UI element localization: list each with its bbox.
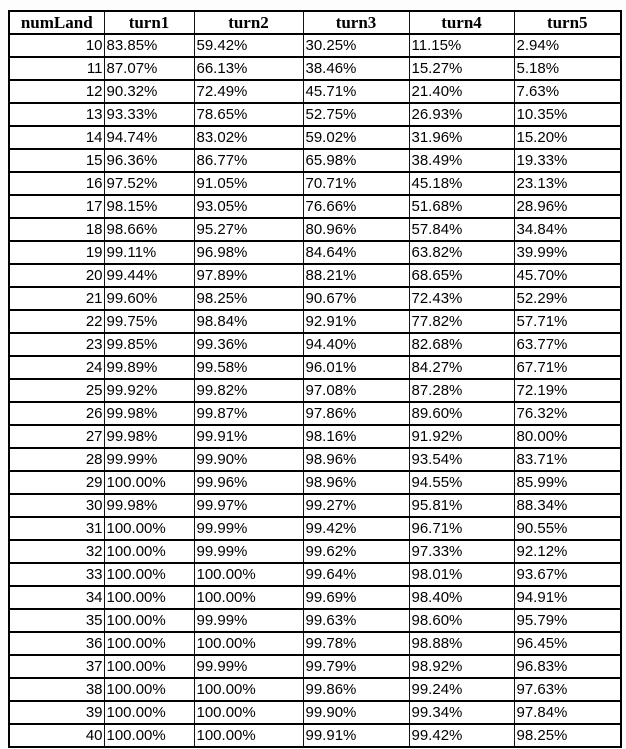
turn4-cell: 99.34% bbox=[409, 701, 514, 724]
turn1-cell: 100.00% bbox=[104, 517, 194, 540]
turn1-cell: 100.00% bbox=[104, 632, 194, 655]
turn3-cell: 59.02% bbox=[303, 126, 409, 149]
turn5-cell: 52.29% bbox=[514, 287, 621, 310]
numland-cell: 17 bbox=[9, 195, 104, 218]
table-row bbox=[9, 701, 621, 724]
table-row bbox=[9, 724, 621, 747]
turn3-cell: 99.27% bbox=[303, 494, 409, 517]
numland-cell: 14 bbox=[9, 126, 104, 149]
turn2-cell: 99.82% bbox=[194, 379, 303, 402]
turn5-cell: 23.13% bbox=[514, 172, 621, 195]
turn5-cell: 96.45% bbox=[514, 632, 621, 655]
turn2-cell: 83.02% bbox=[194, 126, 303, 149]
turn3-cell: 38.46% bbox=[303, 57, 409, 80]
turn4-cell: 31.96% bbox=[409, 126, 514, 149]
turn3-cell: 98.96% bbox=[303, 471, 409, 494]
turn5-cell: 93.67% bbox=[514, 563, 621, 586]
turn3-cell: 99.42% bbox=[303, 517, 409, 540]
turn3-cell: 96.01% bbox=[303, 356, 409, 379]
turn1-cell: 99.92% bbox=[104, 379, 194, 402]
turn3-cell: 52.75% bbox=[303, 103, 409, 126]
column-header-turn3: turn3 bbox=[303, 11, 409, 34]
numland-cell: 40 bbox=[9, 724, 104, 747]
turn5-cell: 5.18% bbox=[514, 57, 621, 80]
turn2-cell: 99.36% bbox=[194, 333, 303, 356]
turn2-cell: 96.98% bbox=[194, 241, 303, 264]
turn1-cell: 99.98% bbox=[104, 494, 194, 517]
turn4-cell: 98.88% bbox=[409, 632, 514, 655]
turn3-cell: 90.67% bbox=[303, 287, 409, 310]
table-row bbox=[9, 287, 621, 310]
turn3-cell: 84.64% bbox=[303, 241, 409, 264]
turn3-cell: 98.16% bbox=[303, 425, 409, 448]
turn3-cell: 99.62% bbox=[303, 540, 409, 563]
numland-cell: 30 bbox=[9, 494, 104, 517]
turn4-cell: 57.84% bbox=[409, 218, 514, 241]
turn4-cell: 91.92% bbox=[409, 425, 514, 448]
turn4-cell: 98.01% bbox=[409, 563, 514, 586]
numland-cell: 20 bbox=[9, 264, 104, 287]
turn5-cell: 98.25% bbox=[514, 724, 621, 747]
turn4-cell: 77.82% bbox=[409, 310, 514, 333]
turn2-cell: 99.99% bbox=[194, 517, 303, 540]
turn1-cell: 100.00% bbox=[104, 724, 194, 747]
turn4-cell: 95.81% bbox=[409, 494, 514, 517]
turn1-cell: 100.00% bbox=[104, 586, 194, 609]
column-header-turn2: turn2 bbox=[194, 11, 303, 34]
turn5-cell: 88.34% bbox=[514, 494, 621, 517]
turn2-cell: 99.99% bbox=[194, 540, 303, 563]
table-header-row bbox=[9, 11, 621, 34]
turn4-cell: 21.40% bbox=[409, 80, 514, 103]
turn2-cell: 78.65% bbox=[194, 103, 303, 126]
turn5-cell: 72.19% bbox=[514, 379, 621, 402]
turn3-cell: 30.25% bbox=[303, 34, 409, 57]
turn5-cell: 92.12% bbox=[514, 540, 621, 563]
turn2-cell: 99.87% bbox=[194, 402, 303, 425]
turn2-cell: 99.99% bbox=[194, 609, 303, 632]
turn2-cell: 86.77% bbox=[194, 149, 303, 172]
numland-cell: 24 bbox=[9, 356, 104, 379]
turn1-cell: 100.00% bbox=[104, 471, 194, 494]
turn3-cell: 45.71% bbox=[303, 80, 409, 103]
turn2-cell: 100.00% bbox=[194, 632, 303, 655]
turn4-cell: 89.60% bbox=[409, 402, 514, 425]
turn2-cell: 99.58% bbox=[194, 356, 303, 379]
turn4-cell: 98.92% bbox=[409, 655, 514, 678]
turn2-cell: 99.91% bbox=[194, 425, 303, 448]
turn3-cell: 76.66% bbox=[303, 195, 409, 218]
turn1-cell: 83.85% bbox=[104, 34, 194, 57]
table-row bbox=[9, 356, 621, 379]
turn3-cell: 99.78% bbox=[303, 632, 409, 655]
table-row bbox=[9, 471, 621, 494]
turn1-cell: 99.44% bbox=[104, 264, 194, 287]
numland-cell: 33 bbox=[9, 563, 104, 586]
table-row bbox=[9, 241, 621, 264]
numland-cell: 39 bbox=[9, 701, 104, 724]
column-header-turn5: turn5 bbox=[514, 11, 621, 34]
numland-cell: 29 bbox=[9, 471, 104, 494]
turn1-cell: 99.98% bbox=[104, 402, 194, 425]
table-row bbox=[9, 34, 621, 57]
turn3-cell: 70.71% bbox=[303, 172, 409, 195]
turn5-cell: 34.84% bbox=[514, 218, 621, 241]
table-row bbox=[9, 517, 621, 540]
numland-cell: 25 bbox=[9, 379, 104, 402]
turn1-cell: 96.36% bbox=[104, 149, 194, 172]
turn4-cell: 26.93% bbox=[409, 103, 514, 126]
turn3-cell: 94.40% bbox=[303, 333, 409, 356]
turn4-cell: 98.60% bbox=[409, 609, 514, 632]
turn2-cell: 100.00% bbox=[194, 701, 303, 724]
numland-cell: 22 bbox=[9, 310, 104, 333]
table-row bbox=[9, 448, 621, 471]
turn3-cell: 88.21% bbox=[303, 264, 409, 287]
turn1-cell: 99.75% bbox=[104, 310, 194, 333]
table-row bbox=[9, 57, 621, 80]
table-row bbox=[9, 655, 621, 678]
turn5-cell: 83.71% bbox=[514, 448, 621, 471]
turn3-cell: 99.90% bbox=[303, 701, 409, 724]
turn4-cell: 93.54% bbox=[409, 448, 514, 471]
turn2-cell: 66.13% bbox=[194, 57, 303, 80]
numland-cell: 32 bbox=[9, 540, 104, 563]
turn5-cell: 85.99% bbox=[514, 471, 621, 494]
turn1-cell: 90.32% bbox=[104, 80, 194, 103]
turn5-cell: 7.63% bbox=[514, 80, 621, 103]
turn3-cell: 65.98% bbox=[303, 149, 409, 172]
turn4-cell: 11.15% bbox=[409, 34, 514, 57]
table-row bbox=[9, 563, 621, 586]
table-row bbox=[9, 195, 621, 218]
numland-cell: 13 bbox=[9, 103, 104, 126]
turn4-cell: 97.33% bbox=[409, 540, 514, 563]
turn1-cell: 99.89% bbox=[104, 356, 194, 379]
turn1-cell: 87.07% bbox=[104, 57, 194, 80]
turn5-cell: 97.63% bbox=[514, 678, 621, 701]
turn3-cell: 97.08% bbox=[303, 379, 409, 402]
numland-cell: 23 bbox=[9, 333, 104, 356]
turn2-cell: 93.05% bbox=[194, 195, 303, 218]
turn2-cell: 99.97% bbox=[194, 494, 303, 517]
numland-cell: 16 bbox=[9, 172, 104, 195]
table-row bbox=[9, 172, 621, 195]
turn3-cell: 99.64% bbox=[303, 563, 409, 586]
numland-cell: 12 bbox=[9, 80, 104, 103]
turn2-cell: 99.99% bbox=[194, 655, 303, 678]
numland-cell: 27 bbox=[9, 425, 104, 448]
turn4-cell: 38.49% bbox=[409, 149, 514, 172]
numland-cell: 10 bbox=[9, 34, 104, 57]
turn1-cell: 98.15% bbox=[104, 195, 194, 218]
column-header-turn4: turn4 bbox=[409, 11, 514, 34]
numland-cell: 11 bbox=[9, 57, 104, 80]
table-row bbox=[9, 126, 621, 149]
numland-cell: 36 bbox=[9, 632, 104, 655]
turn5-cell: 39.99% bbox=[514, 241, 621, 264]
numland-cell: 35 bbox=[9, 609, 104, 632]
turn2-cell: 99.96% bbox=[194, 471, 303, 494]
turn2-cell: 100.00% bbox=[194, 724, 303, 747]
turn3-cell: 99.63% bbox=[303, 609, 409, 632]
table-row bbox=[9, 494, 621, 517]
column-header-turn1: turn1 bbox=[104, 11, 194, 34]
table-row bbox=[9, 80, 621, 103]
turn2-cell: 72.49% bbox=[194, 80, 303, 103]
turn5-cell: 2.94% bbox=[514, 34, 621, 57]
turn4-cell: 87.28% bbox=[409, 379, 514, 402]
numland-cell: 34 bbox=[9, 586, 104, 609]
turn1-cell: 99.11% bbox=[104, 241, 194, 264]
turn2-cell: 100.00% bbox=[194, 586, 303, 609]
turn1-cell: 100.00% bbox=[104, 540, 194, 563]
turn4-cell: 98.40% bbox=[409, 586, 514, 609]
turn4-cell: 63.82% bbox=[409, 241, 514, 264]
turn5-cell: 63.77% bbox=[514, 333, 621, 356]
turn2-cell: 100.00% bbox=[194, 563, 303, 586]
table-row bbox=[9, 379, 621, 402]
turn5-cell: 10.35% bbox=[514, 103, 621, 126]
column-header-numland: numLand bbox=[9, 11, 104, 34]
table-row bbox=[9, 425, 621, 448]
probability-table bbox=[8, 10, 622, 748]
turn4-cell: 99.24% bbox=[409, 678, 514, 701]
table-row bbox=[9, 402, 621, 425]
turn1-cell: 100.00% bbox=[104, 678, 194, 701]
turn4-cell: 94.55% bbox=[409, 471, 514, 494]
turn4-cell: 84.27% bbox=[409, 356, 514, 379]
turn5-cell: 96.83% bbox=[514, 655, 621, 678]
turn1-cell: 100.00% bbox=[104, 609, 194, 632]
turn1-cell: 100.00% bbox=[104, 655, 194, 678]
turn4-cell: 15.27% bbox=[409, 57, 514, 80]
table-row bbox=[9, 632, 621, 655]
turn1-cell: 97.52% bbox=[104, 172, 194, 195]
numland-cell: 37 bbox=[9, 655, 104, 678]
turn5-cell: 57.71% bbox=[514, 310, 621, 333]
turn1-cell: 100.00% bbox=[104, 701, 194, 724]
table-row bbox=[9, 609, 621, 632]
turn2-cell: 59.42% bbox=[194, 34, 303, 57]
turn1-cell: 99.98% bbox=[104, 425, 194, 448]
turn2-cell: 91.05% bbox=[194, 172, 303, 195]
numland-cell: 18 bbox=[9, 218, 104, 241]
turn3-cell: 99.69% bbox=[303, 586, 409, 609]
turn2-cell: 100.00% bbox=[194, 678, 303, 701]
table-row bbox=[9, 149, 621, 172]
turn2-cell: 98.84% bbox=[194, 310, 303, 333]
turn4-cell: 51.68% bbox=[409, 195, 514, 218]
numland-cell: 31 bbox=[9, 517, 104, 540]
numland-cell: 26 bbox=[9, 402, 104, 425]
turn3-cell: 97.86% bbox=[303, 402, 409, 425]
table-row bbox=[9, 103, 621, 126]
turn3-cell: 99.79% bbox=[303, 655, 409, 678]
turn5-cell: 28.96% bbox=[514, 195, 621, 218]
turn1-cell: 100.00% bbox=[104, 563, 194, 586]
turn2-cell: 95.27% bbox=[194, 218, 303, 241]
numland-cell: 19 bbox=[9, 241, 104, 264]
numland-cell: 38 bbox=[9, 678, 104, 701]
turn5-cell: 76.32% bbox=[514, 402, 621, 425]
turn5-cell: 45.70% bbox=[514, 264, 621, 287]
turn4-cell: 99.42% bbox=[409, 724, 514, 747]
turn1-cell: 99.60% bbox=[104, 287, 194, 310]
turn2-cell: 98.25% bbox=[194, 287, 303, 310]
turn3-cell: 92.91% bbox=[303, 310, 409, 333]
turn1-cell: 98.66% bbox=[104, 218, 194, 241]
turn1-cell: 99.85% bbox=[104, 333, 194, 356]
table-row bbox=[9, 333, 621, 356]
turn4-cell: 72.43% bbox=[409, 287, 514, 310]
table-row bbox=[9, 540, 621, 563]
turn3-cell: 99.91% bbox=[303, 724, 409, 747]
turn2-cell: 97.89% bbox=[194, 264, 303, 287]
turn5-cell: 67.71% bbox=[514, 356, 621, 379]
table-row bbox=[9, 586, 621, 609]
table-row bbox=[9, 264, 621, 287]
table-row bbox=[9, 678, 621, 701]
turn3-cell: 99.86% bbox=[303, 678, 409, 701]
turn5-cell: 19.33% bbox=[514, 149, 621, 172]
turn5-cell: 90.55% bbox=[514, 517, 621, 540]
numland-cell: 21 bbox=[9, 287, 104, 310]
numland-cell: 28 bbox=[9, 448, 104, 471]
turn3-cell: 98.96% bbox=[303, 448, 409, 471]
turn2-cell: 99.90% bbox=[194, 448, 303, 471]
turn5-cell: 94.91% bbox=[514, 586, 621, 609]
numland-cell: 15 bbox=[9, 149, 104, 172]
turn4-cell: 68.65% bbox=[409, 264, 514, 287]
turn4-cell: 96.71% bbox=[409, 517, 514, 540]
turn4-cell: 45.18% bbox=[409, 172, 514, 195]
turn5-cell: 97.84% bbox=[514, 701, 621, 724]
turn4-cell: 82.68% bbox=[409, 333, 514, 356]
turn3-cell: 80.96% bbox=[303, 218, 409, 241]
table-row bbox=[9, 218, 621, 241]
table-body bbox=[9, 34, 621, 747]
turn1-cell: 93.33% bbox=[104, 103, 194, 126]
turn5-cell: 95.79% bbox=[514, 609, 621, 632]
turn1-cell: 94.74% bbox=[104, 126, 194, 149]
table-row bbox=[9, 310, 621, 333]
turn5-cell: 80.00% bbox=[514, 425, 621, 448]
turn1-cell: 99.99% bbox=[104, 448, 194, 471]
turn5-cell: 15.20% bbox=[514, 126, 621, 149]
